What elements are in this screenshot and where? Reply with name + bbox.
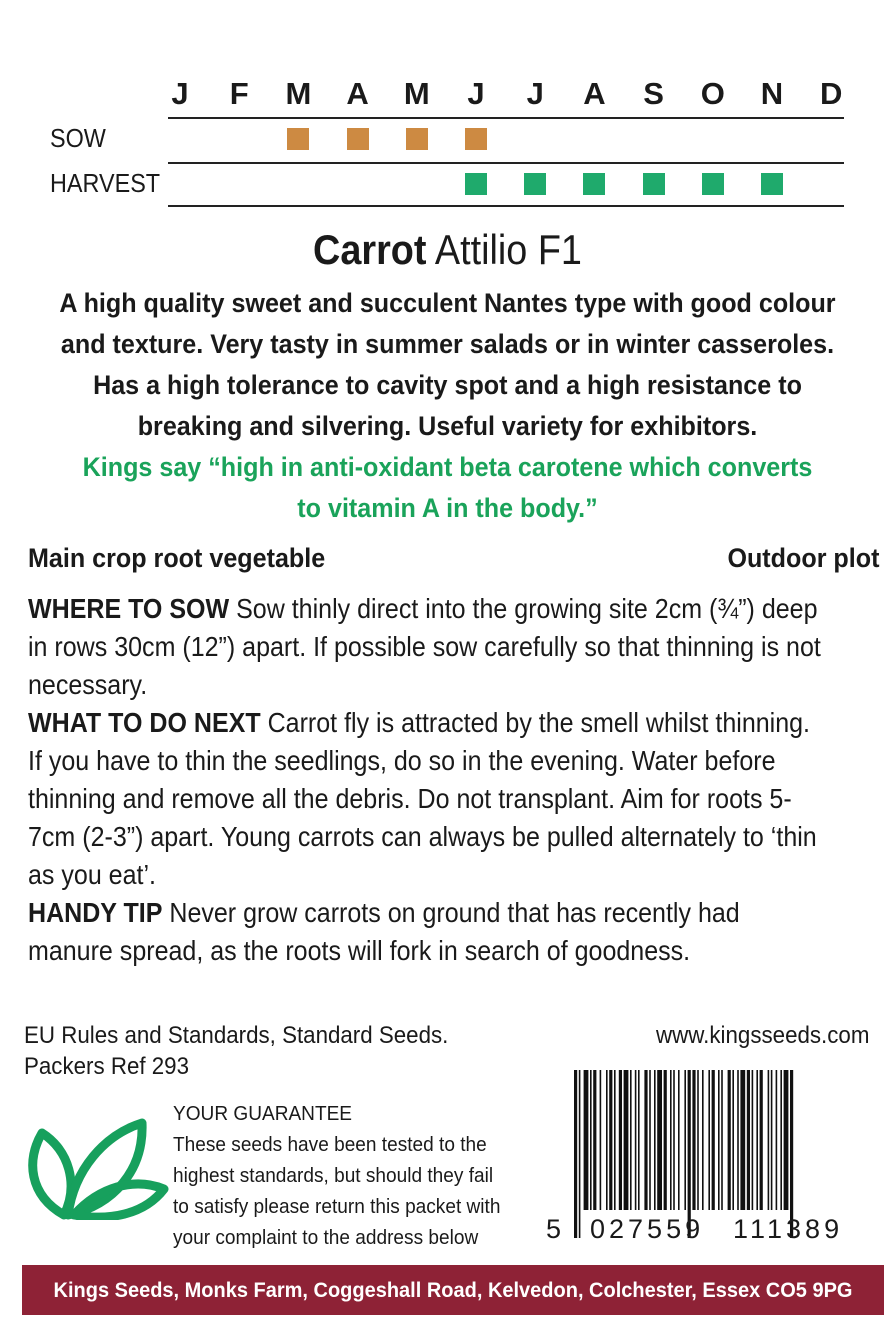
barcode-bar <box>600 1070 602 1210</box>
growing-location: Outdoor plot <box>726 543 879 573</box>
barcode-bar <box>771 1070 773 1210</box>
barcode-bar <box>760 1070 763 1210</box>
month-label: J <box>171 76 189 111</box>
barcode-first-digit: 5 <box>546 1214 562 1244</box>
month-label: J <box>526 76 544 111</box>
barcode-bar <box>752 1070 754 1210</box>
month-label: S <box>643 76 664 111</box>
kings-seeds-leaf-logo <box>24 1115 169 1220</box>
barcode-right-digits: 111389 <box>733 1214 844 1244</box>
barcode-bar <box>692 1070 695 1210</box>
barcode-bar <box>784 1070 789 1210</box>
barcode-bar <box>697 1070 699 1210</box>
barcode-bar <box>708 1070 710 1210</box>
calendar-rule <box>168 117 844 119</box>
instruction-text: Never grow carrots on ground that has recently had manure spread, as the roots will fork in search of goodness. <box>28 897 740 966</box>
guarantee-line: your complaint to the address below <box>173 1226 479 1249</box>
barcode-bar <box>590 1070 592 1210</box>
calendar-rule <box>168 205 844 207</box>
guarantee-line: highest standards, but should they fail <box>173 1164 494 1187</box>
guarantee-line: These seeds have been tested to the <box>173 1133 487 1156</box>
address-footer <box>22 1265 884 1315</box>
quote-line: to vitamin A in the body.” <box>297 493 598 523</box>
month-label: A <box>346 76 369 111</box>
guarantee-block <box>173 1098 500 1253</box>
barcode-bar <box>768 1070 770 1210</box>
barcode-bar <box>624 1070 629 1210</box>
instruction-where-to-sow <box>28 590 829 704</box>
barcode-bar <box>688 1070 691 1238</box>
instruction-text: Carrot fly is attracted by the smell whilst thinning. If you have to thin the seedlings, do so in the evening. Water before thinning and remove all the debris. Do not transplant. Aim for roots 5-7cm (2-3”) apart. Young carrots can always be pulled alternately to ‘thin as you eat’. <box>28 707 817 890</box>
calendar-rule <box>168 162 844 164</box>
barcode-bar <box>732 1070 734 1210</box>
barcode-bar <box>718 1070 720 1210</box>
description-line: Has a high tolerance to cavity spot and a high resistance to <box>93 370 802 400</box>
company-address: Kings Seeds, Monks Farm, Coggeshall Road, Kelvedon, Colchester, Essex CO5 9PG <box>53 1278 853 1302</box>
barcode-bar <box>619 1070 622 1210</box>
product-name: Carrot <box>313 226 427 273</box>
barcode-bar <box>657 1070 662 1210</box>
sow-month-marker <box>287 128 309 150</box>
harvest-month-marker <box>761 173 783 195</box>
instruction-heading: WHAT TO DO NEXT <box>28 707 261 738</box>
barcode-bar <box>593 1070 596 1210</box>
quote-line: Kings say “high in anti-oxidant beta carotene which converts <box>82 452 813 482</box>
harvest-month-marker <box>583 173 605 195</box>
month-label: A <box>583 76 606 111</box>
instruction-what-next <box>28 704 829 894</box>
sow-month-marker <box>406 128 428 150</box>
barcode-bar <box>790 1070 793 1238</box>
website-link[interactable]: www.kingsseeds.com <box>655 1022 869 1049</box>
month-label: M <box>403 76 430 111</box>
barcode-bar <box>664 1070 667 1210</box>
guarantee-heading: YOUR GUARANTEE <box>173 1102 353 1125</box>
barcode-bar <box>740 1070 745 1210</box>
packers-ref: Packers Ref 293 <box>24 1053 190 1080</box>
harvest-month-marker <box>524 173 546 195</box>
harvest-label: HARVEST <box>50 168 161 198</box>
instruction-text: Sow thinly direct into the growing site 2cm (¾”) deep in rows 30cm (12”) apart. If possible sow carefully so that thinning is not necessary. <box>28 593 821 700</box>
barcode-bar <box>630 1070 632 1210</box>
barcode-bar <box>654 1070 656 1210</box>
barcode-bar <box>702 1070 704 1210</box>
barcode-bar <box>737 1070 739 1210</box>
harvest-month-marker <box>643 173 665 195</box>
barcode-bar <box>684 1070 686 1210</box>
sow-label: SOW <box>50 123 106 153</box>
barcode-bar <box>670 1070 672 1210</box>
harvest-month-marker <box>465 173 487 195</box>
month-label: N <box>760 76 784 111</box>
month-label: O <box>700 76 725 111</box>
barcode-bar <box>712 1070 715 1210</box>
barcode-bar <box>673 1070 675 1210</box>
month-label: F <box>229 76 249 111</box>
sow-month-marker <box>465 128 487 150</box>
guarantee-line: to satisfy please return this packet with <box>173 1195 501 1218</box>
month-label: J <box>467 76 485 111</box>
barcode-bar <box>747 1070 750 1210</box>
barcode-bar <box>614 1070 616 1210</box>
instruction-heading: HANDY TIP <box>28 897 163 928</box>
harvest-month-marker <box>702 173 724 195</box>
barcode-bar <box>609 1070 612 1210</box>
instruction-handy-tip <box>28 894 829 970</box>
description-line: and texture. Very tasty in summer salads or in winter casseroles. <box>60 329 835 359</box>
description-line: A high quality sweet and succulent Nantes type with good colour <box>59 288 836 318</box>
barcode-bar <box>638 1070 640 1210</box>
product-description <box>50 283 845 529</box>
product-title <box>45 226 851 274</box>
growing-instructions <box>28 590 829 970</box>
description-line: breaking and silvering. Useful variety for exhibitors. <box>137 411 758 441</box>
barcode-bar <box>635 1070 637 1210</box>
barcode-left-digits: 027559 <box>590 1214 705 1244</box>
barcode-bar <box>644 1070 647 1210</box>
barcode-bar <box>574 1070 577 1238</box>
crop-type: Main crop root vegetable <box>28 543 326 573</box>
month-label: D <box>819 76 843 111</box>
barcode <box>574 1070 874 1238</box>
barcode-bar <box>728 1070 731 1210</box>
barcode-bar <box>721 1070 723 1210</box>
barcode-bar <box>579 1070 581 1238</box>
product-variety: Attilio F1 <box>434 226 582 273</box>
instruction-heading: WHERE TO SOW <box>28 593 230 624</box>
barcode-bar <box>649 1070 651 1210</box>
barcode-bar <box>584 1070 589 1210</box>
eu-rules-text: EU Rules and Standards, Standard Seeds. <box>24 1022 449 1049</box>
barcode-bar <box>606 1070 608 1210</box>
month-label: M <box>285 76 312 111</box>
barcode-bar <box>756 1070 758 1210</box>
barcode-bar <box>776 1070 778 1210</box>
barcode-bar <box>678 1070 680 1210</box>
barcode-bar <box>780 1070 782 1210</box>
sow-month-marker <box>347 128 369 150</box>
